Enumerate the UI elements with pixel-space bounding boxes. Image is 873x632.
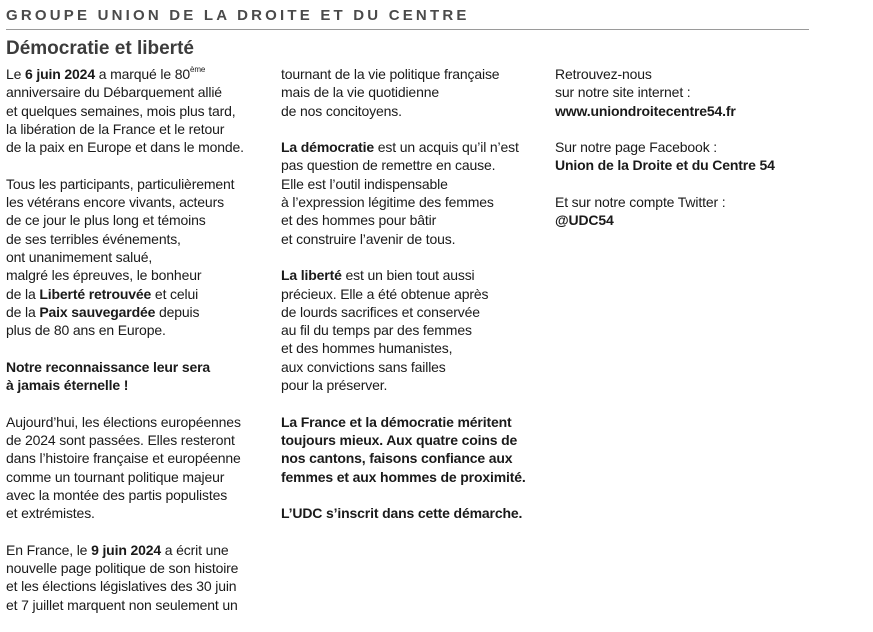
text-line: et des hommes humanistes, [281, 340, 453, 357]
text-line: ont unanimement salué, [6, 248, 153, 265]
paragraph-european-elections [6, 413, 274, 523]
text-line: précieux. Elle a été obtenue après [281, 285, 489, 302]
text-line: malgré les épreuves, le bonheur [6, 267, 202, 284]
text-line: au fil du temps par des femmes [281, 322, 472, 339]
text-line: de ce jour le plus long et témoins [6, 212, 206, 229]
text-line: à jamais éternelle ! [6, 377, 129, 394]
paragraph-website [555, 65, 855, 120]
website-url: www.uniondroitecentre54.fr [555, 102, 736, 119]
text-line: et les élections législatives des 30 juin [6, 578, 237, 595]
paragraph-turning-point [281, 65, 549, 120]
paragraph-democracy [281, 138, 549, 248]
paragraph-facebook [555, 138, 855, 175]
text-line: de ses terribles événements, [6, 230, 181, 247]
text-line: pour la préserver. [281, 377, 388, 394]
text-line: de la Paix sauvegardée depuis [6, 303, 200, 320]
text-line: La démocratie est un acquis qu’il n’est [281, 139, 519, 156]
text-line: pas question de remettre en cause. [281, 157, 496, 174]
text-line: En France, le 9 juin 2024 a écrit une [6, 541, 229, 558]
text-line: Notre reconnaissance leur sera [6, 358, 211, 375]
text-line: la libération de la France et le retour [6, 120, 225, 137]
text-line: toujours mieux. Aux quatre coins de [281, 431, 518, 448]
text-line: et construire l’avenir de tous. [281, 230, 456, 247]
text-line: de la paix en Europe et dans le monde. [6, 139, 244, 156]
text-line: La liberté est un bien tout aussi [281, 267, 475, 284]
text-line: Le 6 juin 2024 a marqué le 80ème [6, 65, 206, 82]
article-title: Démocratie et liberté [6, 38, 194, 59]
group-name: GROUPE UNION DE LA DROITE ET DU CENTRE [6, 7, 470, 24]
paragraph-gratitude [6, 358, 274, 395]
text-line: Et sur notre compte Twitter : [555, 194, 726, 211]
text-line: plus de 80 ans en Europe. [6, 322, 166, 339]
text-line: les vétérans encore vivants, acteurs [6, 194, 224, 211]
text-line: de nos concitoyens. [281, 102, 402, 119]
text-line: tournant de la vie politique française [281, 66, 500, 82]
paragraph-udc-commitment [281, 504, 549, 522]
text-line: L’UDC s’inscrit dans cette démarche. [281, 505, 523, 522]
text-line: sur notre site internet : [555, 84, 691, 101]
twitter-handle: @UDC54 [555, 212, 614, 229]
text-line: anniversaire du Débarquement allié [6, 84, 222, 101]
text-line: de 2024 sont passées. Elles resteront [6, 431, 235, 448]
facebook-page-name: Union de la Droite et du Centre 54 [555, 157, 775, 174]
column-3 [555, 65, 855, 248]
text-line: de la Liberté retrouvée et celui [6, 285, 199, 302]
text-line: et des hommes pour bâtir [281, 212, 437, 229]
text-line: Aujourd’hui, les élections européennes [6, 413, 241, 430]
text-line: à l’expression légitime des femmes [281, 194, 494, 211]
text-line: et 7 juillet marquent non seulement un [6, 596, 238, 613]
text-line: La France et la démocratie méritent [281, 413, 512, 430]
text-line: mais de la vie quotidienne [281, 84, 439, 101]
text-line: dans l’histoire française et européenne [6, 450, 241, 467]
text-line: et extrémistes. [6, 505, 95, 522]
text-line: nos cantons, faisons confiance aux [281, 450, 513, 467]
column-1 [6, 65, 274, 632]
text-line: Tous les participants, particulièrement [6, 175, 235, 192]
text-line: comme un tournant politique majeur [6, 468, 225, 485]
paragraph-twitter [555, 193, 855, 230]
paragraph-participants [6, 175, 274, 340]
column-2 [281, 65, 549, 541]
text-line: et quelques semaines, mois plus tard, [6, 102, 236, 119]
text-line: Elle est l’outil indispensable [281, 175, 448, 192]
paragraph-anniversary [6, 65, 274, 156]
text-line: avec la montée des partis populistes [6, 486, 228, 503]
text-line: nouvelle page politique de son histoire [6, 560, 239, 577]
text-line: femmes et aux hommes de proximité. [281, 468, 526, 485]
text-line: Sur notre page Facebook : [555, 139, 718, 156]
group-header [6, 7, 809, 30]
paragraph-france-democracy [281, 413, 549, 486]
paragraph-liberty [281, 266, 549, 394]
paragraph-france [6, 541, 274, 614]
text-line: de lourds sacrifices et conservée [281, 303, 480, 320]
text-line: Retrouvez-nous [555, 66, 652, 82]
text-line: aux convictions sans failles [281, 358, 446, 375]
